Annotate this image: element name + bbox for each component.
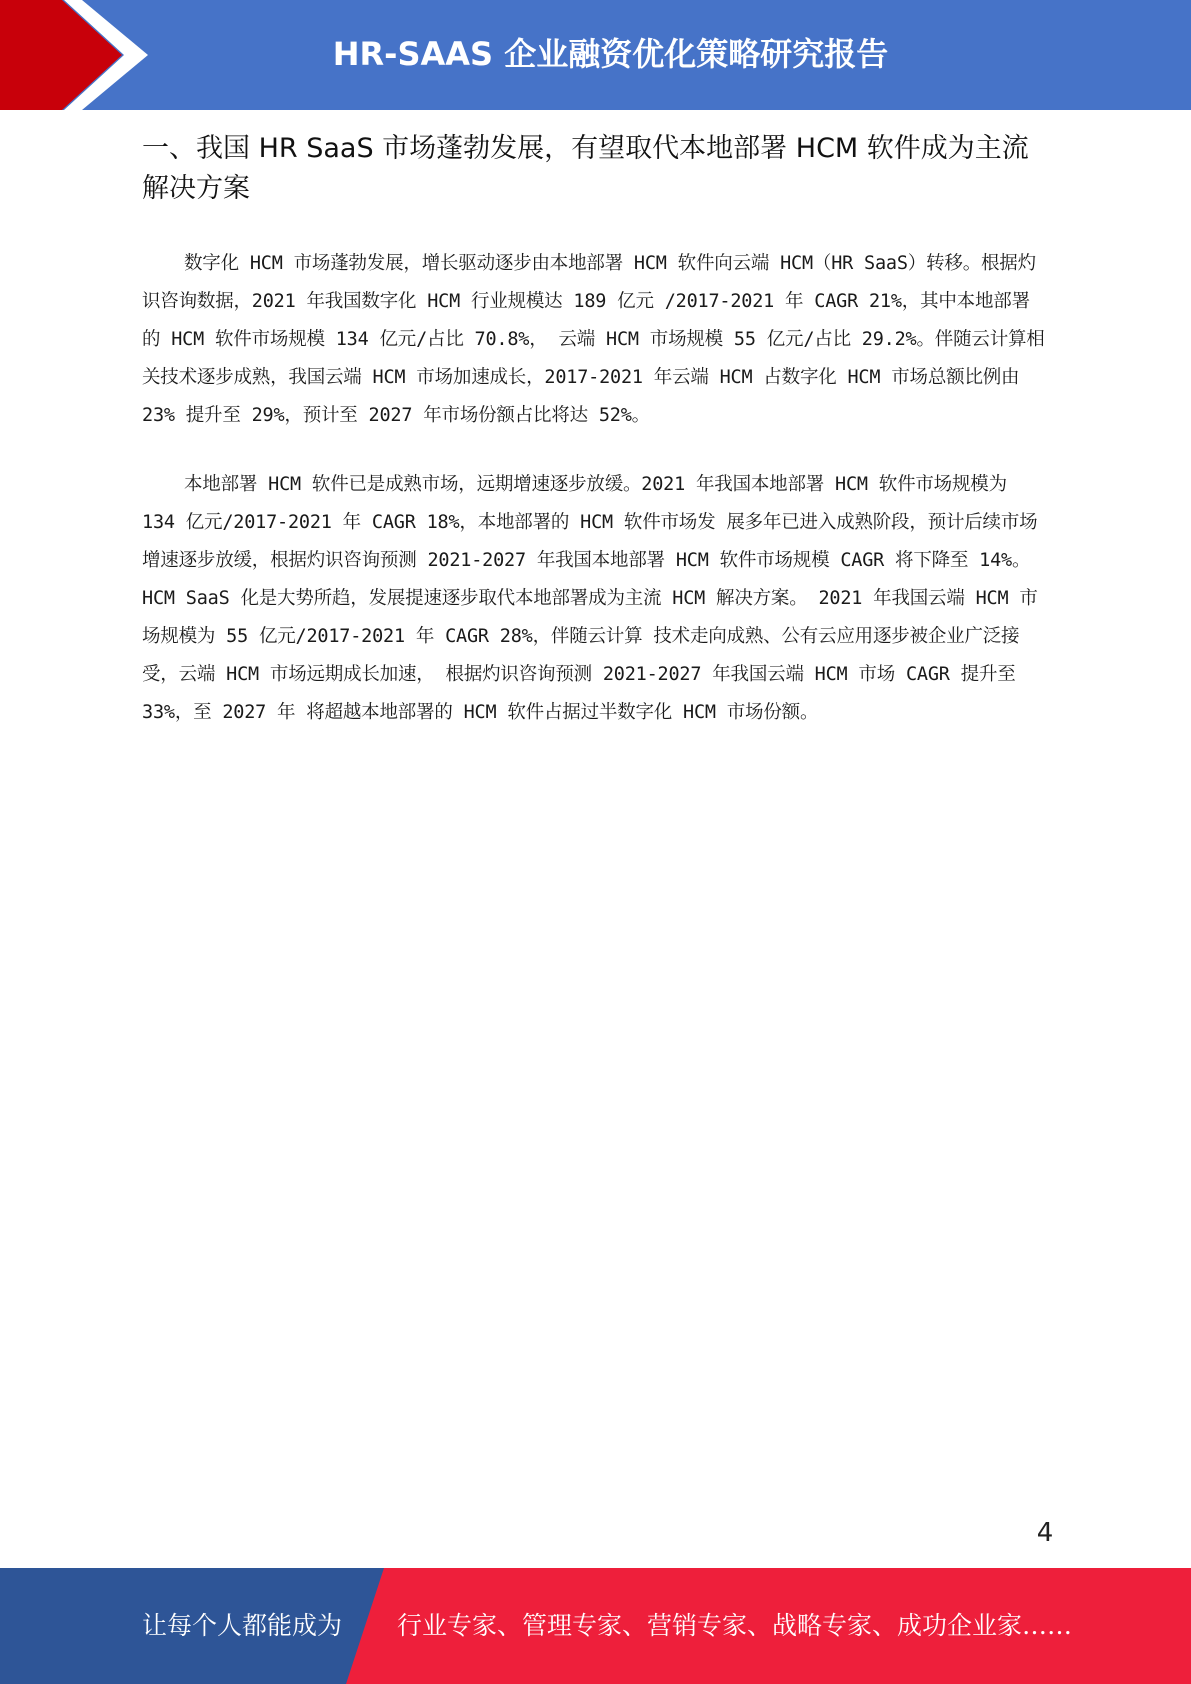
red-arrow-shape xyxy=(0,0,122,110)
report-title: HR-SAAS 企业融资优化策略研究报告 xyxy=(332,35,889,73)
body-paragraph: 数字化 HCM 市场蓬勃发展，增长驱动逐步由本地部署 HCM 软件向云端 HCM（HR SaaS）转移。根据灼识咨询数据，2021 年我国数字化 HCM 行业规模达 189 亿元 /2017-2021 年 CAGR 21%，其中本地部署的 HCM 软件市场规模 134 亿元/占比 70.8%， 云端 HCM 市场规模 55 亿元/占比 29.2%。伴随云计算相关技术逐步成熟，我国云端 HCM 市场加速成长，2017-2021 年云端 HCM 占数字化 HCM 市场总额比例由 23% 提升至 29%，预计至 2027 年市场份额占比将达 52%。 xyxy=(142,253,1045,426)
section-heading: 一、我国 HR SaaS 市场蓬勃发展，有望取代本地部署 HCM 软件成为主流解决方案 xyxy=(142,133,1029,204)
page-number: 4 xyxy=(1036,1518,1054,1548)
footer-slogan-left: 让每个人都能成为 xyxy=(142,1611,343,1640)
body-paragraph: 本地部署 HCM 软件已是成熟市场，远期增速逐步放缓。2021 年我国本地部署 HCM 软件市场规模为 134 亿元/2017-2021 年 CAGR 18%，本地部署的 HCM 软件市场发 展多年已进入成熟阶段，预计后续市场增速逐步放缓，根据灼识咨询预测 2021-2027 年我国本地部署 HCM 软件市场规模 CAGR 将下降至 14%。 HCM SaaS 化是大势所趋，发展提速逐步取代本地部署成为主流 HCM 解决方案。 2021 年我国云端 HCM 市场规模为 55 亿元/2017-2021 年 CAGR 28%，伴随云计算 技术走向成熟、公有云应用逐步被企业广泛接受，云端 HCM 市场远期成长加速， 根据灼识咨询预测 2021-2027 年我国云端 HCM 市场 CAGR 提升至 33%，至 2027 年 将超越本地部署的 HCM 软件占据过半数字化 HCM 市场份额。 xyxy=(142,474,1038,723)
header-arrow-decoration xyxy=(0,0,160,110)
footer-slogan-right: 行业专家、管理专家、营销专家、战略专家、成功企业家…… xyxy=(397,1611,1073,1640)
